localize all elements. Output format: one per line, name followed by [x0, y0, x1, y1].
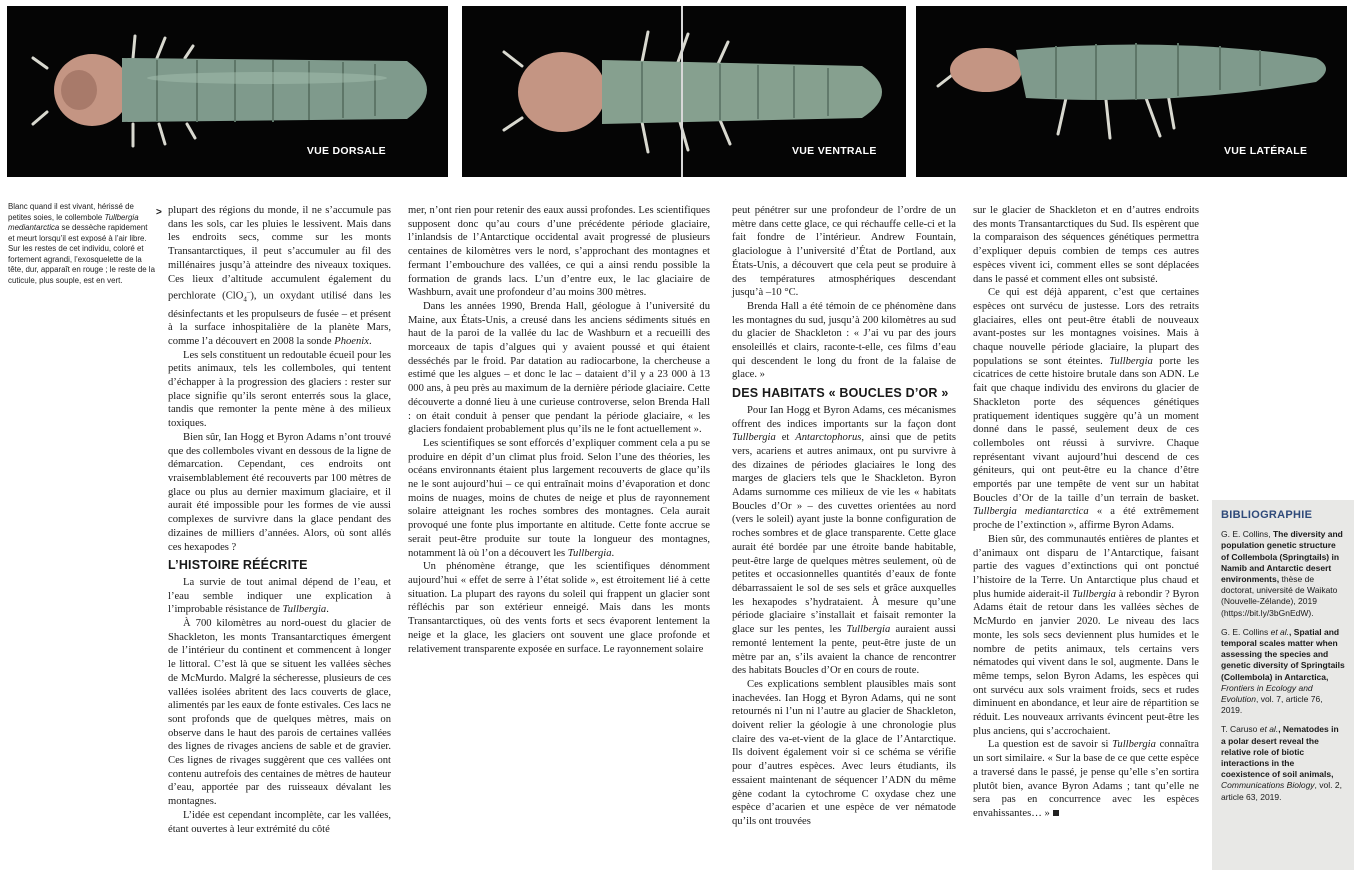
paragraph: sur le glacier de Shackleton et en d’autres endroits des monts Transantarctiques du Sud. Ils espèrent que la comparaison des séquences génétiques permettra d’expliquer depuis combien de temps ces autres espèces vivent ici, comment elles se sont déplacées dans le passé et comment elles ont subsisté.	[973, 205, 1199, 285]
caption-part1: Blanc quand il est vivant, hérissé de petites soies, le collembole	[8, 202, 134, 222]
text-run: porte les cicatrices de cette histoire brutale dans son ADN. Le fait que chaque individu des environs du glacier de Shackleton porte des séquences génétiques pratiquement identiques suggère qu’à un moment donné dans le passé, seulement deux de ces collemboles ont réussi à survivre. Chaque représentant vivant aujourd’hui descend de ces géniteurs, qui ont peut-être eu la chance d’être emportés par une tempête de vent sur un habitat Boucles d’Or de la taille d’un terrain de basket.	[973, 355, 1199, 504]
paragraph: mer, n’ont rien pour retenir des eaux aussi profondes. Les scientifiques supposent donc qu’au cours d’une précédente période glaciaire, l’inlandsis de l’Antarctique occidental avait progressé de plusieurs centaines de kilomètres vers le nord, s’approchant des montagnes et fermant l’embouchure des vallées, ce qui a ainsi rendu possible la formation de grands lacs. L’un d’entre eux, le lac glaciaire de Washburn, avait une profondeur d’au moins 300 mètres.	[408, 205, 710, 299]
view-label-lateral: VUE LATÉRALE	[1224, 145, 1308, 157]
photo-lateral-view	[916, 6, 1347, 177]
text-run: Antarctophorus	[795, 432, 862, 444]
paragraph: Ces explications semblent plausibles mais sont inachevées. Ian Hogg et Byron Adams, qui ne sont retournés ni l’un ni l’autre au glacier de Shackleton, doivent relier la géologie à une chronologie plus claire des va-et-vient de la glace de l’Antarctique. Ils doivent également voir si ce schéma se vérifie pour d’autres espèces. Avec leurs étudiants, ils essaient maintenant de séquencer l’ADN du même gène codant la cytochrome C oxydase chez une espèce d’acarien et une espèce de ver nématode qu’ils ont trouvées	[732, 678, 956, 827]
text-run: Les scientifiques se sont efforcés d’expliquer comment cela a pu se produire en dépit d’un climat plus froid. Selon l’une des théories, les océans environnants étaient plus largement recouverts de glace qu’ils ne le sont aujourd’hui – ce qui entraînait moins d’évaporation et donc moins de nuages, moins de chutes de neige et plus de rayonnement solaire atteignant les roches sombres des montagnes. Cela aurait provoqué une fonte plus importante en altitude. Cette fonte accrue se serait peut-être produite sur toute la longueur des montagnes, notamment là où l’on a découvert les	[408, 437, 710, 559]
end-of-article-mark	[1053, 810, 1059, 816]
continuation-arrow: >	[156, 207, 162, 218]
text-run: La question est de savoir si	[988, 739, 1113, 751]
text-run: Tullbergia	[282, 604, 327, 616]
photo-dorsal-view	[7, 6, 448, 177]
text-run: « a été extrêmement proche de l’extinction », affirme Byron Adams.	[973, 506, 1199, 532]
section-heading: DES HABITATS « BOUCLES D’OR »	[732, 386, 949, 401]
text-run: .	[326, 604, 329, 616]
bibliography-entry	[1221, 724, 1345, 802]
text-run: et al.	[1270, 626, 1290, 637]
article-column-1	[168, 204, 391, 836]
text-run: Tullbergia mediantarctica	[973, 506, 1089, 518]
paragraph: Un phénomène étrange, que les scientifiques dénomment aujourd’hui « effet de serre à l’état solide », est étroitement lié à cette situation. La plupart des rayons du soleil qui frappent un glacier sont réfléchis par son extérieur enneigé. Mais dans les monts Transantarctiques, où des vents forts et secs évaporent lentement la neige et la glace, les glaciers ont souvent une glace profonde et relativement transparente exposée en surface. Le rayonnement solaire	[408, 561, 710, 655]
bibliography-entry	[1221, 627, 1345, 717]
text-run: Tullbergia	[1072, 588, 1116, 600]
article-column-4	[973, 204, 1199, 821]
caption-part2: se dessèche rapidement et meurt lorsqu’il est exposé à l’air libre. Sur les restes de cet individu, coloré et fortement agrandi, l’exosquelette de la tête, dur, apparaît en rouge ; le reste de la cuticule, plus souple, est en vert.	[8, 223, 155, 285]
text-run: à rebondir ? Byron Adams était de retour dans les vallées sèches de McMurdo en janvier 2020. Le niveau des lacs monte, les sols secs deviennent plus humides et le nombre de petits animaux, tels certains vers nématodes qui vivent dans le sol, augmente. Dans le même temps, selon Byron Adams, les espèces qui ont survécu aux sols vraiment froids, secs et rudes diminuent en abondance, et leur aire de répartition se réduit. Les nouveaux arrivants évincent peut-être les plus anciens, qui s’accrochaient.	[973, 588, 1200, 737]
text-run: The diversity and population genetic structure of Collembola (Springtails) in Namib and Antarctic desert environments,	[1221, 529, 1343, 585]
text-run: Bien sûr, des communautés entières de plantes et d’animaux ont disparu de l’Antarctique, faisant partie des vagues d’extinctions qui ont ponctué l’histoire de la Terre. Un Antarctique plus chaud et plus humide aiderait-il	[973, 533, 1199, 600]
text-run: Tullbergia	[732, 432, 776, 444]
text-run: Tullbergia	[1112, 739, 1156, 751]
bibliography-box	[1212, 500, 1354, 870]
paragraph	[973, 738, 1199, 820]
text-run: G. E. Collins	[1221, 626, 1271, 637]
article-column-3	[732, 204, 956, 829]
text-run: La survie de tout animal dépend de l’eau, et l’eau semble indiquer une explication à l’improbable résistance de	[168, 576, 391, 616]
text-run: .	[368, 335, 372, 347]
paragraph: plupart des régions du monde, il ne s’accumule pas dans les sols, car les pluies le lessivent. Mais dans les endroits secs, comme sur les monts Transantarctiques, il peut s’accumuler au fil des millénaires jusqu’à atteindre des niveaux toxiques. Ces lieux d’altitude accumulent également du perchlorate (ClO$_4$–), un oxydant utilisé dans les désinfectants et les propulseurs de fusée – et présent à la surface inhospitalière de la planète Mars, comme l’a découvert en 2008 la sonde Phoenix.	[168, 205, 391, 347]
text-run: ), un oxydant utilisé dans les désinfectants et les propulseurs de fusée – et présent à la surface inhospitalière de la planète Mars, comme l’a découvert en 2008 la sonde	[168, 290, 391, 347]
paragraph: Bien sûr, Ian Hogg et Byron Adams n’ont trouvé que des collemboles vivant en dessous de la ligne de démarcation. Cependant, ces endroits ont vraisemblablement été recouverts par 100 mètres de glace ou plus au dernier maximum glaciaire, et il aurait été impossible pour les formes de vie aussi complexes de survivre dans la glace pendant des dizaines de milliers d’années. Alors, où sont allés ces hexapodes ?	[168, 431, 391, 553]
bibliography-title: BIBLIOGRAPHIE	[1221, 509, 1313, 521]
text-run: auraient aussi remonté lentement la pente, peut-être juste de un mètre par an, s’ils avaient la chance de rencontrer des habitats Boucles d’Or en cours de route.	[732, 624, 956, 677]
text-run: Tullbergia	[1109, 355, 1153, 367]
text-run: connaîtra un sort similaire. « Sur la base de ce que cette espèce a traversé dans le passé, je pense qu’elle s’en sortira plutôt bien, avance Byron Adams ; tant qu’elle ne sera pas en concurrence avec les espèces envahissantes… »	[973, 739, 1200, 819]
paragraph: Brenda Hall a été témoin de ce phénomène dans les montagnes du sud, jusqu’à 200 kilomètres au sud du glacier de Shackleton : « J’ai vu par des jours ensoleillés et clairs, raconte-t-elle, ces films d’eau qui descendent le long du front de la falaise de glace. »	[732, 300, 956, 381]
text-run: .	[611, 547, 615, 559]
paragraph	[408, 437, 710, 560]
text-run: Ce qui est déjà apparent, c’est que certaines espèces ont survécu de justesse. Lors des retraits glaciaires, elles ont peut-être établi de nouveaux avant-postes sur les montagnes voisines. Mais à chaque nouvelle période glaciaire, la plupart des populations se sont éteintes.	[973, 287, 1199, 367]
photo-ventral-view	[462, 6, 906, 177]
text-run: Tullbergia	[567, 547, 612, 559]
text-run: Communications Biology	[1221, 780, 1315, 791]
text-run: Frontiers in Ecology and Evolution	[1221, 682, 1313, 705]
paragraph: Dans les années 1990, Brenda Hall, géologue à l’université du Maine, aux États-Unis, a creusé dans les anciens sédiments situés en haut de la paroi de la vallée du lac de Washburn et a recueilli des morceaux de tapis d’algues qui y avaient poussé et qui étaient desséchés par le froid. Par datation au radiocarbone, la chercheuse a estimé que les algues – et donc le lac – dataient d’il y a 23 000 à 13 000 ans, à peu près au maximum de la dernière période glaciaire. Cette découverte a donné lieu à une curieuse controverse, selon Brenda Hall : on était conduit à penser que pendant la période glaciaire, « les glaciers fondaient probablement plus qu’ils ne le font actuellement ».	[408, 300, 710, 436]
text-run: , vol. 2, article 63, 2019.	[1221, 780, 1342, 802]
text-run: et al.	[1259, 724, 1279, 735]
text-run: Tullbergia	[846, 624, 891, 636]
view-label-ventral: VUE VENTRALE	[792, 145, 877, 157]
paragraph	[732, 404, 956, 678]
paragraph: Les sels constituent un redoutable écueil pour les petits animaux, tels les collemboles, qui tentent d’échapper à la progression des glaciers : rester sur place signifie qu’ils seront enterrés sous la glace, tandis que remonter la pente mène à des milieux toxiques.	[168, 349, 391, 430]
text-run: plupart des régions du monde, il ne s’accumule pas dans les sols, car les pluies le lessivent. Mais dans les endroits secs, comme sur les monts Transantarctiques, il peut s’accumuler au fil des millénaires jusqu’à atteindre des niveaux toxiques. Ces lieux d’altitude accumulent également du perchlorate (ClO	[168, 205, 391, 302]
view-label-dorsal: VUE DORSALE	[306, 145, 386, 157]
caption-species: Tullbergia mediantarctica	[8, 212, 139, 232]
text-run: , Nematodes in a polar desert reveal the relative role of biotic interactions in the coexistence of soil animals,	[1221, 724, 1339, 780]
text-run: et	[775, 432, 796, 444]
paragraph	[973, 286, 1199, 533]
paragraph: À 700 kilomètres au nord-ouest du glacier de Shackleton, les monts Transantarctiques émergent de l’intérieur du continent et commencent à longer le littoral. C’est là que se situent les vallées sèches de McMurdo. Malgré la sécheresse, plusieurs de ces vallées isolées abritent des lacs couverts de glace, alimentés par les eaux de fonte estivales. Ces lacs ne sont profonds que de quelques mètres, mais on observe dans le haut des parois de certaines vallées des lignes de rivages anciens de sable et de gravier. Ces lignes de rivages suggèrent que ces vallées ont contenu autrefois des centaines de mètres de hauteur d’eau, apportée par des ruisseaux dévalant les montagnes.	[168, 618, 391, 808]
article-column-2	[408, 204, 710, 656]
paragraph	[168, 576, 391, 617]
paragraph: L’idée est cependant incomplète, car les vallées, étant ouvertes à leur extrémité du côté	[168, 809, 391, 835]
paragraph	[973, 533, 1199, 739]
section-heading: L’HISTOIRE RÉÉCRITE	[168, 558, 308, 573]
text-run: Pour Ian Hogg et Byron Adams, ces mécanismes offrent des indices importants sur la façon dont	[732, 404, 956, 430]
text-run: thèse de doctorat, université de Waikato (Nouvelle-Zélande), 2019 (https://bit.ly/3bGnEdW).	[1221, 574, 1338, 618]
text-run: , vol. 7, article 76, 2019.	[1221, 694, 1323, 716]
figure-caption	[8, 202, 156, 286]
text-run: T. Caruso	[1221, 724, 1260, 735]
text-run: Phoenix	[334, 335, 369, 347]
text-run: , Spatial and temporal scales matter when assessing the species and genetic diversity of Springtails (Collembola) in Antarctica,	[1221, 626, 1345, 682]
paragraph: peut pénétrer sur une profondeur de l’ordre de un mètre dans cette glace, ce qui réchauffe celle-ci et la fait fondre de l’intérieur. Andrew Fountain, glaciologue à l’université d’État de Portland, aux États-Unis, a découvert que cela peut se produire à des températures atmosphériques descendant jusqu’à –10 °C.	[732, 205, 956, 299]
bibliography-entry	[1221, 529, 1345, 619]
text-run: , ainsi que de petits vers, acariens et autres animaux, ont pu survivre à des dizaines de périodes glaciaires le long des marges de glaciers tels que le Shackleton. Byron Adams surnomme ces milieux de vie les « habitats Boucles d’Or » – des cuvettes orientées au nord (vers le soleil) ayant juste la bonne configuration de roches sombres et de glace transparente. Cette glace aurait été bordée par une étroite bande habitable, peut-être large de quelques mètres seulement, où de petites et occasionnelles quantités d’eaux de fonte débarrassaient le sol de ses sels et grâce auxquelles les hexapodes s’hydrataient. À mesure qu’une période glaciaire s’installait et faisait remonter la glace sur les pentes, les	[732, 432, 956, 636]
text-run: G. E. Collins,	[1221, 529, 1273, 540]
